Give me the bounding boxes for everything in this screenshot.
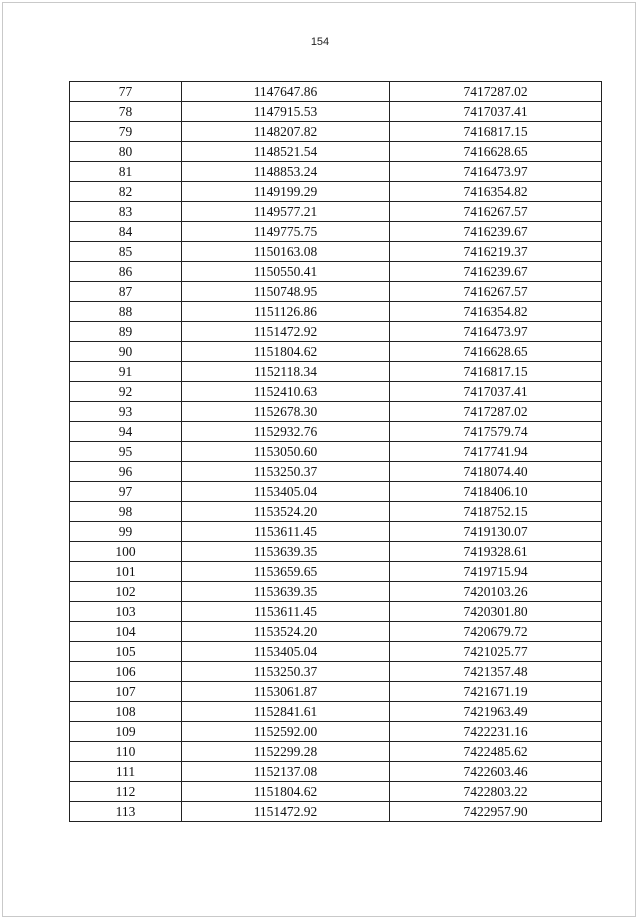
y-coordinate-cell: 7416354.82 (390, 182, 602, 202)
table-row (70, 362, 602, 382)
x-coordinate-cell: 1148853.24 (182, 162, 390, 182)
table-row (70, 202, 602, 222)
point-number-cell: 107 (70, 682, 182, 702)
x-coordinate-cell: 1152678.30 (182, 402, 390, 422)
table-row (70, 322, 602, 342)
x-coordinate-cell: 1150748.95 (182, 282, 390, 302)
y-coordinate-cell: 7422485.62 (390, 742, 602, 762)
y-coordinate-cell: 7416267.57 (390, 282, 602, 302)
y-coordinate-cell: 7421357.48 (390, 662, 602, 682)
y-coordinate-cell: 7420103.26 (390, 582, 602, 602)
table-row (70, 742, 602, 762)
point-number-cell: 95 (70, 442, 182, 462)
x-coordinate-cell: 1152410.63 (182, 382, 390, 402)
table-row (70, 182, 602, 202)
y-coordinate-cell: 7416219.37 (390, 242, 602, 262)
y-coordinate-cell: 7422957.90 (390, 802, 602, 822)
point-number-cell: 104 (70, 622, 182, 642)
x-coordinate-cell: 1147647.86 (182, 82, 390, 102)
point-number-cell: 105 (70, 642, 182, 662)
point-number-cell: 106 (70, 662, 182, 682)
table-row (70, 462, 602, 482)
y-coordinate-cell: 7416239.67 (390, 222, 602, 242)
x-coordinate-cell: 1153611.45 (182, 522, 390, 542)
point-number-cell: 80 (70, 142, 182, 162)
table-row (70, 542, 602, 562)
x-coordinate-cell: 1153639.35 (182, 582, 390, 602)
y-coordinate-cell: 7421963.49 (390, 702, 602, 722)
x-coordinate-cell: 1151472.92 (182, 322, 390, 342)
point-number-cell: 99 (70, 522, 182, 542)
x-coordinate-cell: 1152118.34 (182, 362, 390, 382)
y-coordinate-cell: 7419130.07 (390, 522, 602, 542)
table-row (70, 282, 602, 302)
y-coordinate-cell: 7422231.16 (390, 722, 602, 742)
table-row (70, 602, 602, 622)
x-coordinate-cell: 1148207.82 (182, 122, 390, 142)
point-number-cell: 84 (70, 222, 182, 242)
y-coordinate-cell: 7418406.10 (390, 482, 602, 502)
x-coordinate-cell: 1149775.75 (182, 222, 390, 242)
table-row (70, 402, 602, 422)
point-number-cell: 108 (70, 702, 182, 722)
table-row (70, 302, 602, 322)
table-row (70, 722, 602, 742)
x-coordinate-cell: 1151126.86 (182, 302, 390, 322)
y-coordinate-cell: 7417037.41 (390, 102, 602, 122)
table-row (70, 642, 602, 662)
point-number-cell: 112 (70, 782, 182, 802)
y-coordinate-cell: 7416354.82 (390, 302, 602, 322)
x-coordinate-cell: 1152592.00 (182, 722, 390, 742)
point-number-cell: 91 (70, 362, 182, 382)
point-number-cell: 78 (70, 102, 182, 122)
point-number-cell: 97 (70, 482, 182, 502)
table-row (70, 102, 602, 122)
table-row (70, 222, 602, 242)
table-row (70, 482, 602, 502)
y-coordinate-cell: 7420301.80 (390, 602, 602, 622)
x-coordinate-cell: 1153639.35 (182, 542, 390, 562)
table-row (70, 562, 602, 582)
x-coordinate-cell: 1153405.04 (182, 482, 390, 502)
coordinates-table (69, 81, 602, 822)
y-coordinate-cell: 7416817.15 (390, 362, 602, 382)
x-coordinate-cell: 1153524.20 (182, 502, 390, 522)
y-coordinate-cell: 7422803.22 (390, 782, 602, 802)
point-number-cell: 86 (70, 262, 182, 282)
point-number-cell: 81 (70, 162, 182, 182)
x-coordinate-cell: 1153050.60 (182, 442, 390, 462)
point-number-cell: 109 (70, 722, 182, 742)
y-coordinate-cell: 7421671.19 (390, 682, 602, 702)
table-row (70, 82, 602, 102)
coordinates-table-body (70, 82, 602, 822)
table-row (70, 622, 602, 642)
point-number-cell: 82 (70, 182, 182, 202)
x-coordinate-cell: 1153524.20 (182, 622, 390, 642)
table-row (70, 702, 602, 722)
x-coordinate-cell: 1149199.29 (182, 182, 390, 202)
x-coordinate-cell: 1153061.87 (182, 682, 390, 702)
table-row (70, 342, 602, 362)
y-coordinate-cell: 7416239.67 (390, 262, 602, 282)
table-row (70, 582, 602, 602)
y-coordinate-cell: 7417287.02 (390, 82, 602, 102)
y-coordinate-cell: 7417287.02 (390, 402, 602, 422)
x-coordinate-cell: 1151804.62 (182, 782, 390, 802)
table-row (70, 522, 602, 542)
point-number-cell: 102 (70, 582, 182, 602)
y-coordinate-cell: 7417579.74 (390, 422, 602, 442)
point-number-cell: 103 (70, 602, 182, 622)
x-coordinate-cell: 1153250.37 (182, 462, 390, 482)
point-number-cell: 111 (70, 762, 182, 782)
x-coordinate-cell: 1151804.62 (182, 342, 390, 362)
point-number-cell: 85 (70, 242, 182, 262)
x-coordinate-cell: 1150163.08 (182, 242, 390, 262)
point-number-cell: 93 (70, 402, 182, 422)
x-coordinate-cell: 1153611.45 (182, 602, 390, 622)
point-number-cell: 98 (70, 502, 182, 522)
table-row (70, 422, 602, 442)
table-row (70, 122, 602, 142)
point-number-cell: 113 (70, 802, 182, 822)
table-row (70, 782, 602, 802)
y-coordinate-cell: 7416473.97 (390, 162, 602, 182)
x-coordinate-cell: 1151472.92 (182, 802, 390, 822)
point-number-cell: 83 (70, 202, 182, 222)
point-number-cell: 100 (70, 542, 182, 562)
x-coordinate-cell: 1152137.08 (182, 762, 390, 782)
y-coordinate-cell: 7416628.65 (390, 142, 602, 162)
point-number-cell: 90 (70, 342, 182, 362)
table-row (70, 142, 602, 162)
x-coordinate-cell: 1153405.04 (182, 642, 390, 662)
y-coordinate-cell: 7417741.94 (390, 442, 602, 462)
y-coordinate-cell: 7416267.57 (390, 202, 602, 222)
point-number-cell: 77 (70, 82, 182, 102)
x-coordinate-cell: 1153250.37 (182, 662, 390, 682)
point-number-cell: 96 (70, 462, 182, 482)
x-coordinate-cell: 1149577.21 (182, 202, 390, 222)
page-number: 154 (310, 36, 330, 48)
point-number-cell: 79 (70, 122, 182, 142)
x-coordinate-cell: 1153659.65 (182, 562, 390, 582)
point-number-cell: 92 (70, 382, 182, 402)
y-coordinate-cell: 7416473.97 (390, 322, 602, 342)
table-row (70, 162, 602, 182)
table-row (70, 262, 602, 282)
y-coordinate-cell: 7422603.46 (390, 762, 602, 782)
table-row (70, 382, 602, 402)
y-coordinate-cell: 7421025.77 (390, 642, 602, 662)
y-coordinate-cell: 7417037.41 (390, 382, 602, 402)
x-coordinate-cell: 1152841.61 (182, 702, 390, 722)
point-number-cell: 110 (70, 742, 182, 762)
y-coordinate-cell: 7419715.94 (390, 562, 602, 582)
table-row (70, 682, 602, 702)
y-coordinate-cell: 7419328.61 (390, 542, 602, 562)
table-row (70, 802, 602, 822)
y-coordinate-cell: 7420679.72 (390, 622, 602, 642)
y-coordinate-cell: 7418074.40 (390, 462, 602, 482)
table-row (70, 442, 602, 462)
x-coordinate-cell: 1148521.54 (182, 142, 390, 162)
point-number-cell: 89 (70, 322, 182, 342)
x-coordinate-cell: 1152932.76 (182, 422, 390, 442)
table-row (70, 502, 602, 522)
table-row (70, 662, 602, 682)
y-coordinate-cell: 7418752.15 (390, 502, 602, 522)
point-number-cell: 88 (70, 302, 182, 322)
table-row (70, 762, 602, 782)
y-coordinate-cell: 7416628.65 (390, 342, 602, 362)
point-number-cell: 101 (70, 562, 182, 582)
x-coordinate-cell: 1147915.53 (182, 102, 390, 122)
table-row (70, 242, 602, 262)
y-coordinate-cell: 7416817.15 (390, 122, 602, 142)
point-number-cell: 94 (70, 422, 182, 442)
x-coordinate-cell: 1150550.41 (182, 262, 390, 282)
x-coordinate-cell: 1152299.28 (182, 742, 390, 762)
point-number-cell: 87 (70, 282, 182, 302)
